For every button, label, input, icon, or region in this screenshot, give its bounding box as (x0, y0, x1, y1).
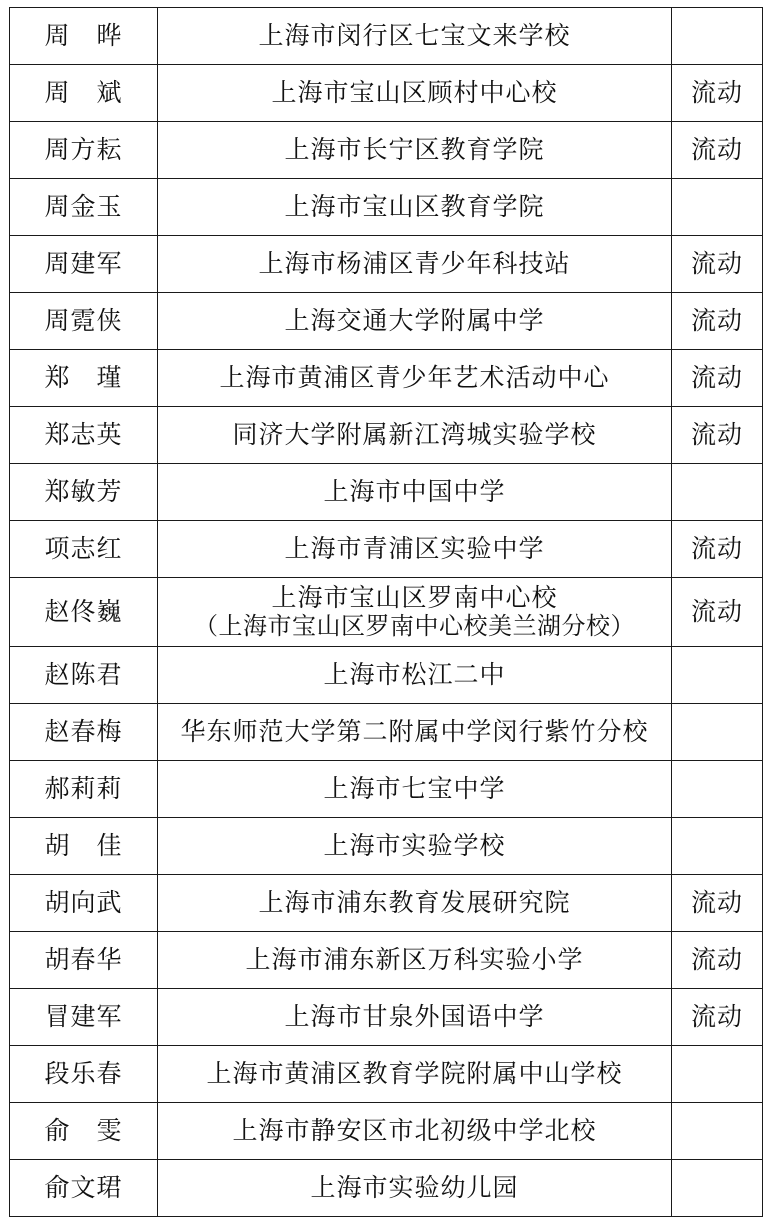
table-row (10, 932, 763, 989)
table-row (10, 647, 763, 704)
table-row (10, 8, 763, 65)
teacher-name: 项志红 (10, 521, 158, 578)
teacher-name: 周霓侠 (10, 293, 158, 350)
teacher-name: 周金玉 (10, 179, 158, 236)
table-row (10, 875, 763, 932)
mobility-note (672, 1160, 763, 1217)
teacher-name: 俞 雯 (10, 1103, 158, 1160)
mobility-note (672, 647, 763, 704)
school-name: 上海市长宁区教育学院 (158, 122, 672, 179)
mobility-note (672, 179, 763, 236)
table-row (10, 350, 763, 407)
school-name: 同济大学附属新江湾城实验学校 (158, 407, 672, 464)
school-name: 上海市黄浦区青少年艺术活动中心 (158, 350, 672, 407)
teacher-name: 段乐春 (10, 1046, 158, 1103)
table-row (10, 578, 763, 647)
roster-table-body (10, 8, 763, 1217)
school-name: 上海市浦东教育发展研究院 (158, 875, 672, 932)
school-name: 上海市杨浦区青少年科技站 (158, 236, 672, 293)
table-row (10, 521, 763, 578)
school-name: 上海市中国中学 (158, 464, 672, 521)
teacher-name: 胡 佳 (10, 818, 158, 875)
school-name: 上海市宝山区顾村中心校 (158, 65, 672, 122)
table-row (10, 179, 763, 236)
school-name: 上海市甘泉外国语中学 (158, 989, 672, 1046)
table-row (10, 1046, 763, 1103)
school-name: 华东师范大学第二附属中学闵行紫竹分校 (158, 704, 672, 761)
teacher-name: 赵陈君 (10, 647, 158, 704)
mobility-note: 流动 (672, 350, 763, 407)
teacher-name: 冒建军 (10, 989, 158, 1046)
mobility-note (672, 1103, 763, 1160)
teacher-name: 俞文珺 (10, 1160, 158, 1217)
teacher-name: 周建军 (10, 236, 158, 293)
table-row (10, 704, 763, 761)
school-name: 上海交通大学附属中学 (158, 293, 672, 350)
school-name: 上海市青浦区实验中学 (158, 521, 672, 578)
mobility-note (672, 818, 763, 875)
school-name (158, 578, 672, 647)
teacher-name: 胡向武 (10, 875, 158, 932)
table-row (10, 236, 763, 293)
table-row (10, 989, 763, 1046)
school-name-branch: （上海市宝山区罗南中心校美兰湖分校） (194, 611, 635, 640)
school-name: 上海市实验幼儿园 (158, 1160, 672, 1217)
table-row (10, 1160, 763, 1217)
school-name: 上海市闵行区七宝文来学校 (158, 8, 672, 65)
mobility-note (672, 761, 763, 818)
mobility-note: 流动 (672, 932, 763, 989)
school-name: 上海市浦东新区万科实验小学 (158, 932, 672, 989)
table-row (10, 464, 763, 521)
teacher-name: 郑 瑾 (10, 350, 158, 407)
roster-table (9, 7, 763, 1217)
mobility-note: 流动 (672, 293, 763, 350)
table-row (10, 122, 763, 179)
mobility-note (672, 464, 763, 521)
teacher-name: 周方耘 (10, 122, 158, 179)
mobility-note (672, 8, 763, 65)
table-row (10, 407, 763, 464)
teacher-name: 赵春梅 (10, 704, 158, 761)
mobility-note (672, 1046, 763, 1103)
table-row (10, 293, 763, 350)
table-row (10, 761, 763, 818)
teacher-name: 胡春华 (10, 932, 158, 989)
teacher-name: 周 晔 (10, 8, 158, 65)
table-row (10, 1103, 763, 1160)
school-name-main: 上海市宝山区罗南中心校 (271, 582, 558, 612)
teacher-name: 周 斌 (10, 65, 158, 122)
teacher-name: 郑志英 (10, 407, 158, 464)
school-name: 上海市七宝中学 (158, 761, 672, 818)
table-row (10, 65, 763, 122)
mobility-note: 流动 (672, 407, 763, 464)
school-name: 上海市黄浦区教育学院附属中山学校 (158, 1046, 672, 1103)
mobility-note: 流动 (672, 122, 763, 179)
school-name: 上海市松江二中 (158, 647, 672, 704)
school-name: 上海市静安区市北初级中学北校 (158, 1103, 672, 1160)
teacher-name: 郑敏芳 (10, 464, 158, 521)
mobility-note: 流动 (672, 236, 763, 293)
mobility-note: 流动 (672, 875, 763, 932)
mobility-note: 流动 (672, 578, 763, 647)
mobility-note (672, 704, 763, 761)
school-name: 上海市宝山区教育学院 (158, 179, 672, 236)
school-name: 上海市实验学校 (158, 818, 672, 875)
teacher-name: 郝莉莉 (10, 761, 158, 818)
mobility-note: 流动 (672, 521, 763, 578)
mobility-note: 流动 (672, 989, 763, 1046)
mobility-note: 流动 (672, 65, 763, 122)
teacher-name: 赵佟巍 (10, 578, 158, 647)
table-row (10, 818, 763, 875)
